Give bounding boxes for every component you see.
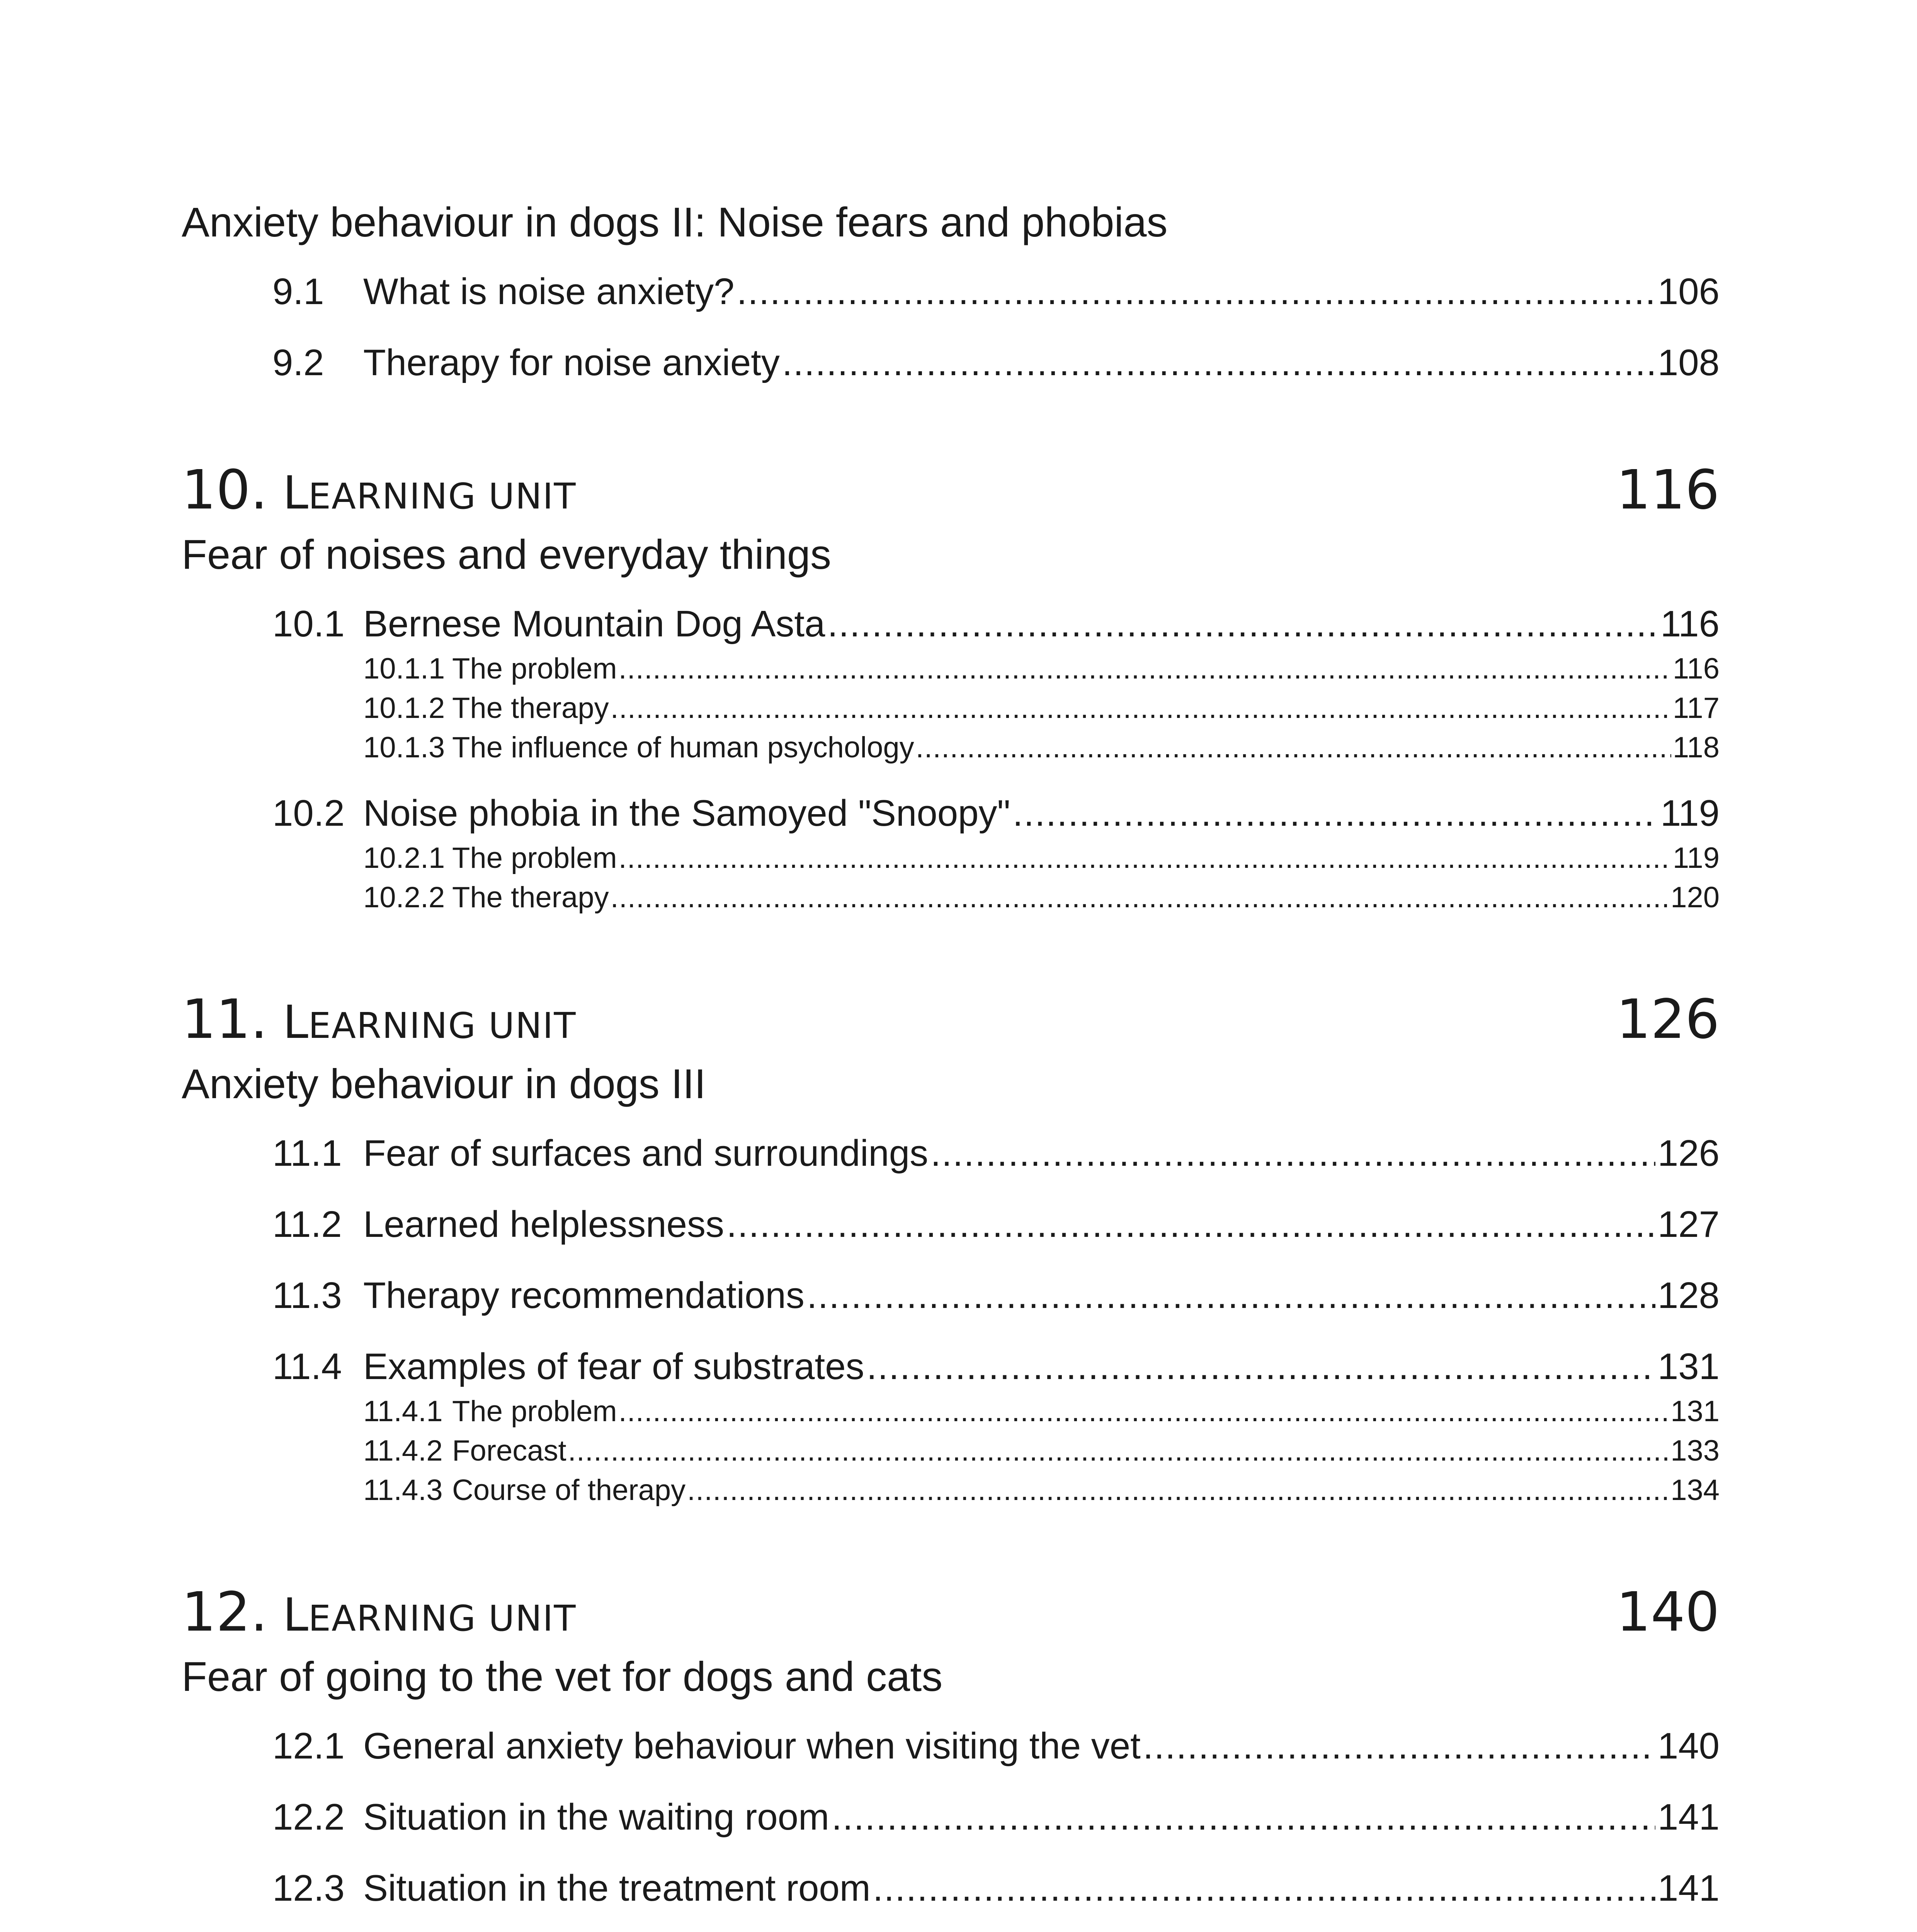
entry-title: Examples of fear of substrates	[363, 1346, 864, 1387]
subentry-number: 11.4.3	[363, 1474, 443, 1507]
entry-title: Therapy for noise anxiety	[363, 342, 780, 383]
toc-entry[interactable]	[272, 1270, 1720, 1321]
subentry-page: 116	[1672, 652, 1720, 685]
unit-label-initial: L	[283, 995, 308, 1049]
subentry-page: 119	[1672, 842, 1720, 874]
toc-entry[interactable]	[272, 1721, 1720, 1771]
unit-label	[182, 1583, 577, 1648]
unit-page: 116	[1616, 459, 1720, 522]
entry-title: Learned helplessness	[363, 1204, 724, 1245]
subentry-page: 118	[1672, 731, 1720, 764]
subentry-number: 11.4.2	[363, 1434, 443, 1467]
unit-number: 11.	[182, 988, 268, 1051]
entry-number: 12.3	[272, 1867, 345, 1909]
dot-leader	[832, 1792, 1655, 1842]
dot-leader	[807, 1270, 1655, 1321]
subentry-number: 10.2.2	[363, 881, 445, 914]
dot-leader	[873, 1863, 1655, 1913]
toc-subentry[interactable]	[363, 1392, 1720, 1431]
entry-number: 10.2	[272, 793, 345, 834]
entry-number: 12.1	[272, 1725, 345, 1767]
learning-unit-heading[interactable]	[182, 988, 1720, 1055]
toc-entry[interactable]	[272, 338, 1720, 388]
entry-page: 119	[1660, 793, 1720, 834]
entry-page: 140	[1657, 1725, 1720, 1767]
entry-title: Bernese Mountain Dog Asta	[363, 603, 825, 645]
entry-page: 131	[1657, 1346, 1720, 1387]
subentry-title: The therapy	[452, 881, 609, 914]
subentry-page: 133	[1670, 1434, 1720, 1467]
entry-title: Fear of surfaces and surroundings	[363, 1133, 929, 1174]
toc-subentry[interactable]	[363, 689, 1720, 728]
dot-leader	[687, 1471, 1669, 1510]
toc-subentry[interactable]	[363, 1471, 1720, 1510]
subentry-number: 10.1.2	[363, 692, 445, 724]
entry-page: 127	[1657, 1204, 1720, 1245]
subentry-number: 10.2.1	[363, 842, 445, 874]
subentry-number: 10.1.1	[363, 652, 445, 685]
subentry-title: The influence of human psychology	[452, 731, 914, 764]
unit-label	[182, 988, 577, 1055]
dot-leader	[827, 599, 1658, 649]
entry-title: Therapy recommendations	[363, 1275, 805, 1316]
subentry-title: The problem	[452, 1395, 617, 1428]
entry-list	[182, 1128, 1720, 1510]
subentry-list	[182, 649, 1720, 767]
unit-page: 126	[1616, 988, 1720, 1051]
subentry-list	[182, 838, 1720, 917]
unit-page: 140	[1616, 1581, 1720, 1644]
toc-subentry[interactable]	[363, 838, 1720, 878]
unit-label-initial: L	[283, 466, 308, 519]
unit-number: 12.	[182, 1581, 268, 1644]
entry-number: 9.1	[272, 271, 324, 312]
toc-subentry[interactable]	[363, 649, 1720, 689]
subentry-number: 10.1.3	[363, 731, 445, 764]
subentry-page: 131	[1670, 1395, 1720, 1428]
toc-entry[interactable]	[272, 1128, 1720, 1179]
entry-title: Noise phobia in the Samoyed "Snoopy"	[363, 793, 1010, 834]
entry-page: 108	[1657, 342, 1720, 383]
entry-page: 141	[1657, 1867, 1720, 1909]
toc-entry[interactable]	[272, 1792, 1720, 1842]
dot-leader	[619, 838, 1671, 878]
entry-number: 12.2	[272, 1796, 345, 1838]
entry-title: General anxiety behaviour when visiting the vet	[363, 1725, 1141, 1767]
subentry-title: Forecast	[452, 1434, 566, 1467]
unit-number: 10.	[182, 459, 268, 522]
unit-subtitle: Fear of noises and everyday things	[182, 531, 831, 578]
dot-leader	[867, 1342, 1655, 1392]
toc-entry[interactable]	[272, 267, 1720, 317]
toc-subentry[interactable]	[363, 878, 1720, 917]
intro-entry-list	[182, 267, 1720, 388]
entry-number: 9.2	[272, 342, 324, 383]
learning-unit-heading[interactable]	[182, 461, 1720, 526]
entry-number: 11.4	[272, 1346, 342, 1387]
dot-leader	[782, 338, 1655, 388]
entry-title: Situation in the treatment room	[363, 1867, 871, 1909]
subentry-page: 120	[1670, 881, 1720, 914]
unit-label-rest: EARNING UNIT	[308, 1005, 577, 1046]
entry-number: 11.3	[272, 1275, 342, 1316]
unit-label-rest: EARNING UNIT	[308, 1598, 577, 1639]
entry-number: 10.1	[272, 603, 345, 645]
dot-leader	[611, 878, 1669, 917]
dot-leader	[619, 649, 1671, 689]
entry-page: 116	[1660, 603, 1720, 645]
toc-entry[interactable]	[272, 788, 1720, 838]
unit-label-rest: EARNING UNIT	[308, 476, 577, 517]
dot-leader	[930, 1128, 1655, 1179]
entry-page: 106	[1657, 271, 1720, 312]
unit-label-initial: L	[283, 1588, 308, 1641]
subentry-number: 11.4.1	[363, 1395, 443, 1428]
dot-leader	[611, 689, 1671, 728]
toc-subentry[interactable]	[363, 728, 1720, 767]
unit-label	[182, 461, 577, 526]
subentry-title: Course of therapy	[452, 1474, 686, 1507]
entry-title: What is noise anxiety?	[363, 271, 735, 312]
entry-page: 128	[1657, 1275, 1720, 1316]
subentry-title: The problem	[452, 652, 617, 685]
toc-entry[interactable]	[272, 1342, 1720, 1392]
intro-subtitle: Anxiety behaviour in dogs II: Noise fears and phobias	[182, 199, 1168, 245]
entry-title: Situation in the waiting room	[363, 1796, 829, 1838]
dot-leader	[1013, 788, 1658, 838]
toc-subentry[interactable]	[363, 1431, 1720, 1471]
unit-subtitle: Fear of going to the vet for dogs and cats	[182, 1653, 943, 1700]
subentry-page: 117	[1672, 692, 1720, 724]
dot-leader	[568, 1431, 1669, 1471]
toc-entry[interactable]	[272, 1199, 1720, 1250]
dot-leader	[726, 1199, 1655, 1250]
learning-unit-heading[interactable]	[182, 1583, 1720, 1648]
subentry-page: 134	[1670, 1474, 1720, 1507]
entry-number: 11.1	[272, 1133, 342, 1174]
subentry-title: The problem	[452, 842, 617, 874]
entry-list	[182, 599, 1720, 917]
dot-leader	[737, 267, 1655, 317]
toc-entry[interactable]	[272, 1863, 1720, 1913]
entry-number: 11.2	[272, 1204, 342, 1245]
entry-page: 126	[1657, 1133, 1720, 1174]
dot-leader	[1143, 1721, 1655, 1771]
toc-content	[182, 193, 1720, 1932]
dot-leader	[916, 728, 1671, 767]
entry-list	[182, 1721, 1720, 1932]
unit-subtitle: Anxiety behaviour in dogs III	[182, 1060, 706, 1107]
unit-list	[182, 461, 1720, 1932]
entry-page: 141	[1657, 1796, 1720, 1838]
subentry-list	[182, 1392, 1720, 1510]
dot-leader	[619, 1392, 1669, 1431]
subentry-title: The therapy	[452, 692, 609, 724]
toc-entry[interactable]	[272, 599, 1720, 649]
